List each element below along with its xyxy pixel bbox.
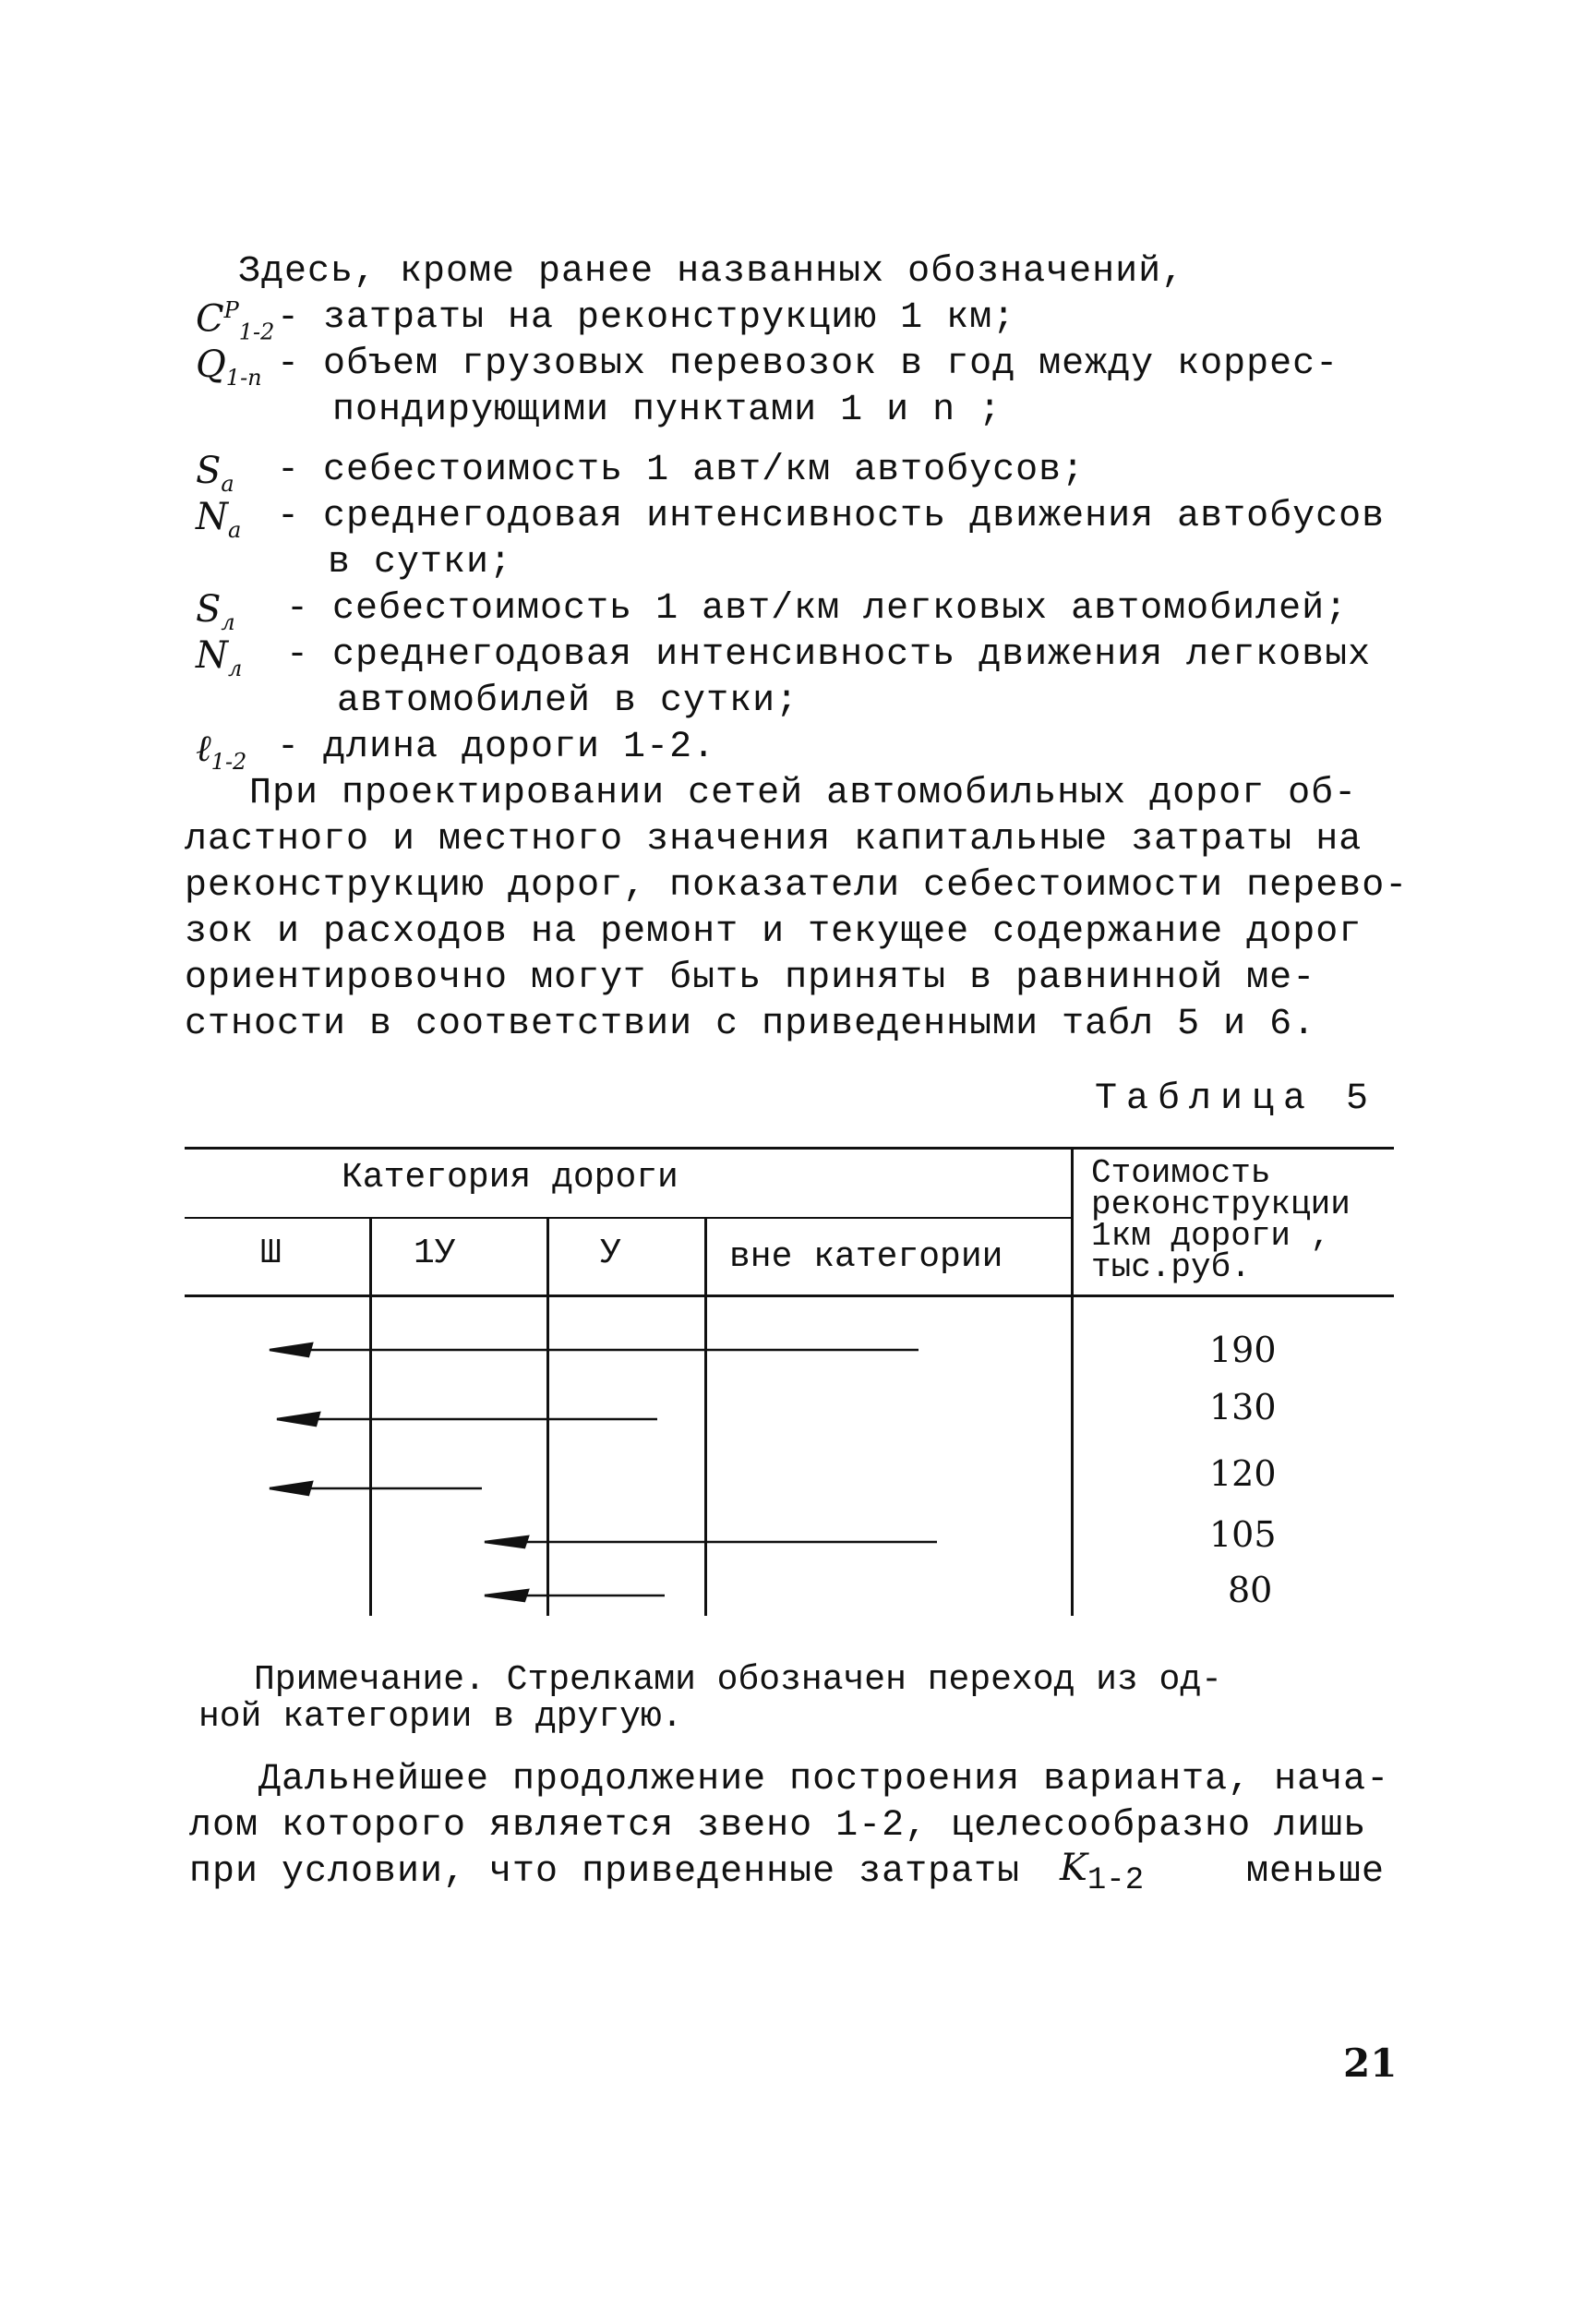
def-line-4: - среднегодовая интенсивность движения автобусов [277, 496, 1386, 537]
para2-line-5: ориентировочно могут быть приняты в равнинной ме- [185, 957, 1316, 999]
def-line-3: - себестоимость 1 авт/км автобусов; [277, 450, 1086, 491]
column-header-off-category: вне категории [729, 1237, 1003, 1277]
symbol-car-intensity: $N_л$ [196, 634, 243, 681]
symbol-bus-cost: $S_a$ [196, 450, 234, 497]
para3-line-1: Дальнейшее продолжение построения варианта, нача- [258, 1759, 1390, 1800]
def-line-6-cont: автомобилей в сутки; [337, 680, 799, 722]
formula-k: $K_{1-2}$ [1060, 1847, 1145, 1898]
arrow-head-row-2 [277, 1413, 319, 1426]
intro-line: Здесь, кроме ранее названных обозначений, [238, 251, 1185, 293]
arrow-head-row-4 [485, 1536, 528, 1547]
para2-line-3: реконструкцию дорог, показатели себестоимости перево- [185, 865, 1409, 907]
arrow-head-row-1 [270, 1343, 312, 1356]
def-line-2-cont: пондирующими пунктами 1 и n ; [332, 390, 1003, 431]
table-note-line-2: ной категории в другую. [198, 1697, 683, 1737]
column-header-5: У [600, 1234, 621, 1273]
column-header-3: Ш [260, 1234, 282, 1273]
def-line-2: - объем грузовых перевозок в год между коррес- [277, 343, 1339, 385]
para2-line-2: ластного и местного значения капитальные затраты на [185, 819, 1363, 861]
cost-value-5: 80 [1228, 1570, 1273, 1610]
table-title: Таблица 5 [1094, 1078, 1377, 1120]
cost-value-3: 120 [1209, 1453, 1277, 1494]
category-group-header: Категория дороги [342, 1158, 678, 1198]
para3-line-2: лом которого является звено 1-2, целесообразно лишь [189, 1805, 1367, 1847]
def-line-6: - среднегодовая интенсивность движения легковых [286, 634, 1372, 676]
def-line-5: - себестоимость 1 авт/км легковых автомобилей; [286, 588, 1349, 630]
symbol-car-cost: $S_л$ [196, 588, 235, 635]
arrow-head-row-3 [270, 1482, 312, 1495]
cost-header-line-4: тыс.руб. [1091, 1248, 1251, 1286]
page-number: 21 [1343, 2041, 1398, 2086]
para2-line-1: При проектировании сетей автомобильных дорог об- [249, 773, 1358, 814]
para2-line-4: зок и расходов на ремонт и текущее содержание дорог [185, 911, 1363, 953]
cost-header-line-3: 1км дороги , [1091, 1217, 1331, 1255]
symbol-length: ℓ$_{1-2}$ [196, 728, 247, 775]
para3-line-3-end: меньше [1246, 1851, 1386, 1893]
symbol-bus-intensity: $N_a$ [196, 496, 242, 543]
symbol-cost: $C^P_{1-2}$ [196, 297, 275, 345]
table-note [198, 1660, 1222, 1737]
column-header-4: 1У [414, 1234, 456, 1273]
def-line-7: - длина дороги 1-2. [277, 727, 716, 768]
def-line-4-cont: в сутки; [328, 542, 513, 584]
cost-header-line-1: Стоимость [1091, 1154, 1271, 1192]
table-note-line-1: Примечание. Стрелками обозначен переход из од- [254, 1660, 1222, 1700]
cost-header-line-2: реконструкции [1091, 1186, 1351, 1223]
cost-value-1: 190 [1209, 1330, 1277, 1370]
para2-line-6: стности в соответствии с приведенными табл 5 и 6. [185, 1004, 1316, 1045]
cost-value-4: 105 [1209, 1514, 1277, 1555]
def-line-1: - затраты на реконструкцию 1 км; [277, 297, 1016, 339]
para3-line-3: при условии, что приведенные затраты [189, 1851, 1021, 1893]
arrow-head-row-5 [485, 1590, 528, 1601]
symbol-volume: $Q_{1-n}$ [196, 343, 262, 391]
cost-value-2: 130 [1209, 1387, 1277, 1427]
